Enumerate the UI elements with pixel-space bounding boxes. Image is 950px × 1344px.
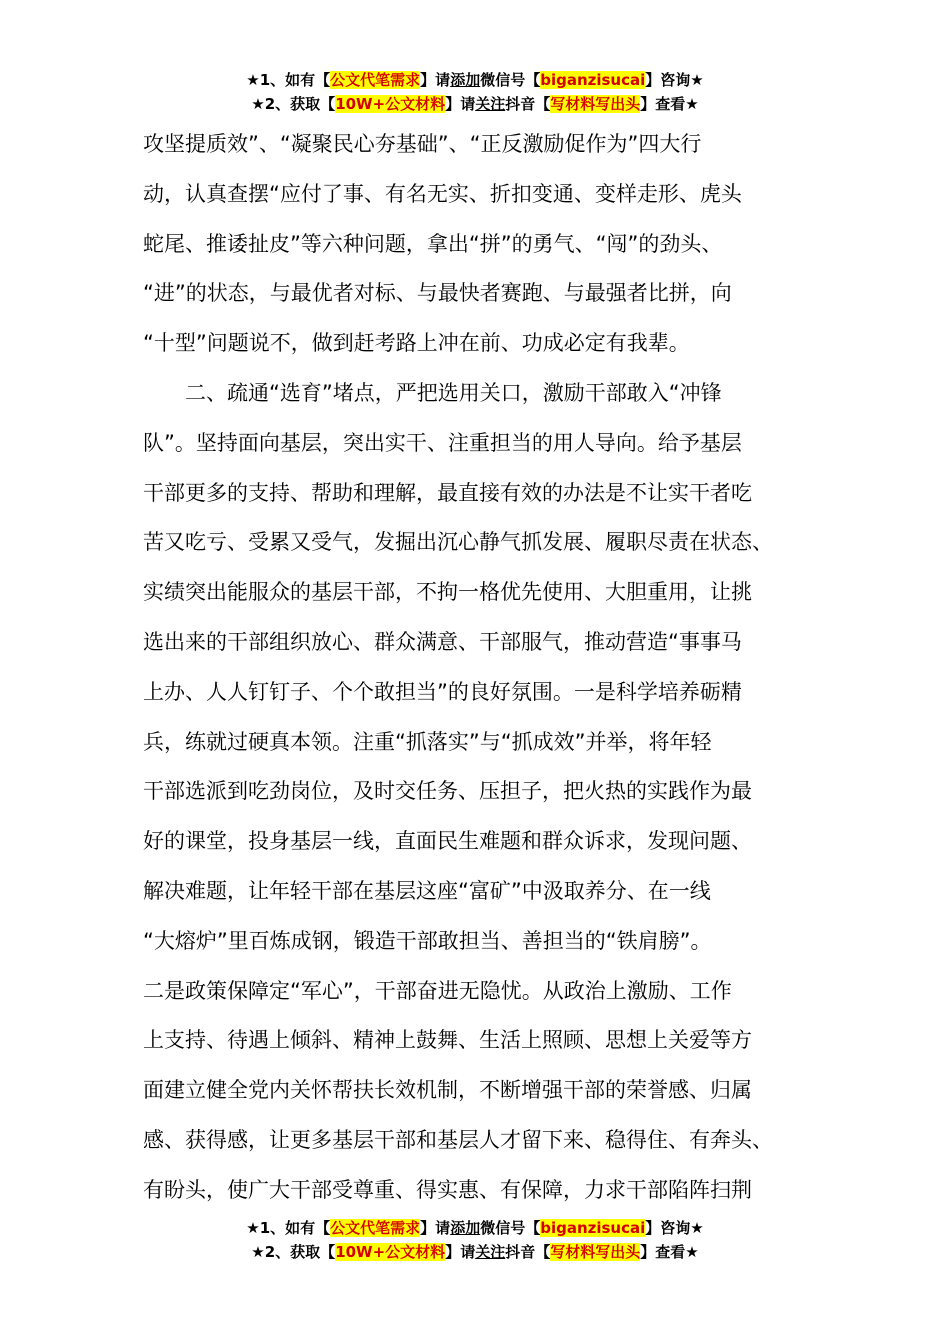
body-line: 队”。坚持面向基层，突出实干、注重担当的用人导向。给予基层 xyxy=(143,430,742,455)
footer-banner xyxy=(0,1216,950,1264)
banner-text: 】查看★ xyxy=(640,1243,699,1261)
body-line: “进”的状态，与最优者对标、与最快者赛跑、与最强者比拼，向 xyxy=(143,281,732,306)
body-line: “大熔炉”里百炼成钢，锻造干部敢担当、善担当的“铁肩膀”。 xyxy=(143,928,712,953)
body-line: 蛇尾、推诿扯皮”等六种问题，拿出“拼”的勇气、“闯”的劲头、 xyxy=(143,231,723,256)
banner-highlight: biganzisucai xyxy=(540,71,646,89)
body-line: 解决难题，让年轻干部在基层这座“富矿”中汲取养分、在一线 xyxy=(143,878,711,903)
document-body xyxy=(143,120,813,1216)
body-line: 二、疏通“选育”堵点，严把选用关口，激励干部敢入“冲锋 xyxy=(185,380,722,405)
body-line: 干部更多的支持、帮助和理解，最直接有效的办法是不让实干者吃 xyxy=(143,480,752,505)
body-line: 面建立健全党内关怀帮扶长效机制，不断增强干部的荣誉感、归属 xyxy=(143,1078,752,1103)
banner-text: 微信号【 xyxy=(480,71,541,89)
banner-text: ★1、如有【 xyxy=(246,71,331,89)
banner-underline: 关注 xyxy=(475,1243,506,1261)
banner-underline: 关注 xyxy=(475,95,506,113)
banner-text: 】请 xyxy=(420,1219,451,1237)
body-line: 二是政策保障定“军心”，干部奋进无隐忧。从政治上激励、工作 xyxy=(143,978,732,1003)
body-line: 选出来的干部组织放心、群众满意、干部服气，推动营造“事事马 xyxy=(143,629,742,654)
banner-line-1 xyxy=(0,68,950,92)
banner-text: 】请 xyxy=(445,95,476,113)
body-line: 动，认真查摆“应付了事、有名无实、折扣变通、变样走形、虎头 xyxy=(143,181,742,206)
body-line: 攻坚提质效”、“凝聚民心夯基础”、“正反激励促作为”四大行 xyxy=(143,132,702,156)
banner-highlight: 公文代笔需求 xyxy=(330,1219,421,1237)
banner-highlight: 公文代笔需求 xyxy=(330,71,421,89)
banner-highlight: 10W+公文材料 xyxy=(335,95,446,113)
banner-line-2 xyxy=(0,1240,950,1264)
body-line: 有盼头，使广大干部受尊重、得实惠、有保障，力求干部陷阵扫荆 xyxy=(143,1177,752,1202)
banner-highlight: 10W+公文材料 xyxy=(335,1243,446,1261)
banner-text: 】查看★ xyxy=(640,95,699,113)
banner-text: 抖音【 xyxy=(505,1243,551,1261)
body-line: 上支持、待遇上倾斜、精神上鼓舞、生活上照顾、思想上关爱等方 xyxy=(143,1028,752,1053)
body-line: 上办、人人钉钉子、个个敢担当”的良好氛围。一是科学培养砺精 xyxy=(143,679,742,704)
body-line: 苦又吃亏、受累又受气，发掘出沉心静气抓发展、履职尽责在状态、 xyxy=(143,530,773,555)
banner-text: ★1、如有【 xyxy=(246,1219,331,1237)
body-line: 感、获得感，让更多基层干部和基层人才留下来、稳得住、有奔头、 xyxy=(143,1127,773,1152)
banner-line-2 xyxy=(0,92,950,116)
header-banner xyxy=(0,68,950,116)
banner-text: 】咨询★ xyxy=(645,1219,704,1237)
banner-highlight: 写材料写出头 xyxy=(550,95,641,113)
banner-text: 抖音【 xyxy=(505,95,551,113)
banner-text: 】咨询★ xyxy=(645,71,704,89)
banner-text: 微信号【 xyxy=(480,1219,541,1237)
banner-highlight: 写材料写出头 xyxy=(550,1243,641,1261)
body-line: “十型”问题说不，做到赶考路上冲在前、功成必定有我辈。 xyxy=(143,331,690,356)
banner-underline: 添加 xyxy=(450,71,481,89)
banner-text: 】请 xyxy=(445,1243,476,1261)
banner-text: 】请 xyxy=(420,71,451,89)
banner-line-1 xyxy=(0,1216,950,1240)
body-line: 好的课堂，投身基层一线，直面民生难题和群众诉求，发现问题、 xyxy=(143,829,752,854)
banner-highlight: biganzisucai xyxy=(540,1219,646,1237)
banner-text: ★2、获取【 xyxy=(251,1243,336,1261)
body-line: 兵，练就过硬真本领。注重“抓落实”与“抓成效”并举，将年轻 xyxy=(143,729,712,754)
banner-text: ★2、获取【 xyxy=(251,95,336,113)
body-line: 干部选派到吃劲岗位，及时交任务、压担子，把火热的实践作为最 xyxy=(143,779,752,804)
body-line: 实绩突出能服众的基层干部，不拘一格优先使用、大胆重用，让挑 xyxy=(143,580,752,605)
banner-underline: 添加 xyxy=(450,1219,481,1237)
